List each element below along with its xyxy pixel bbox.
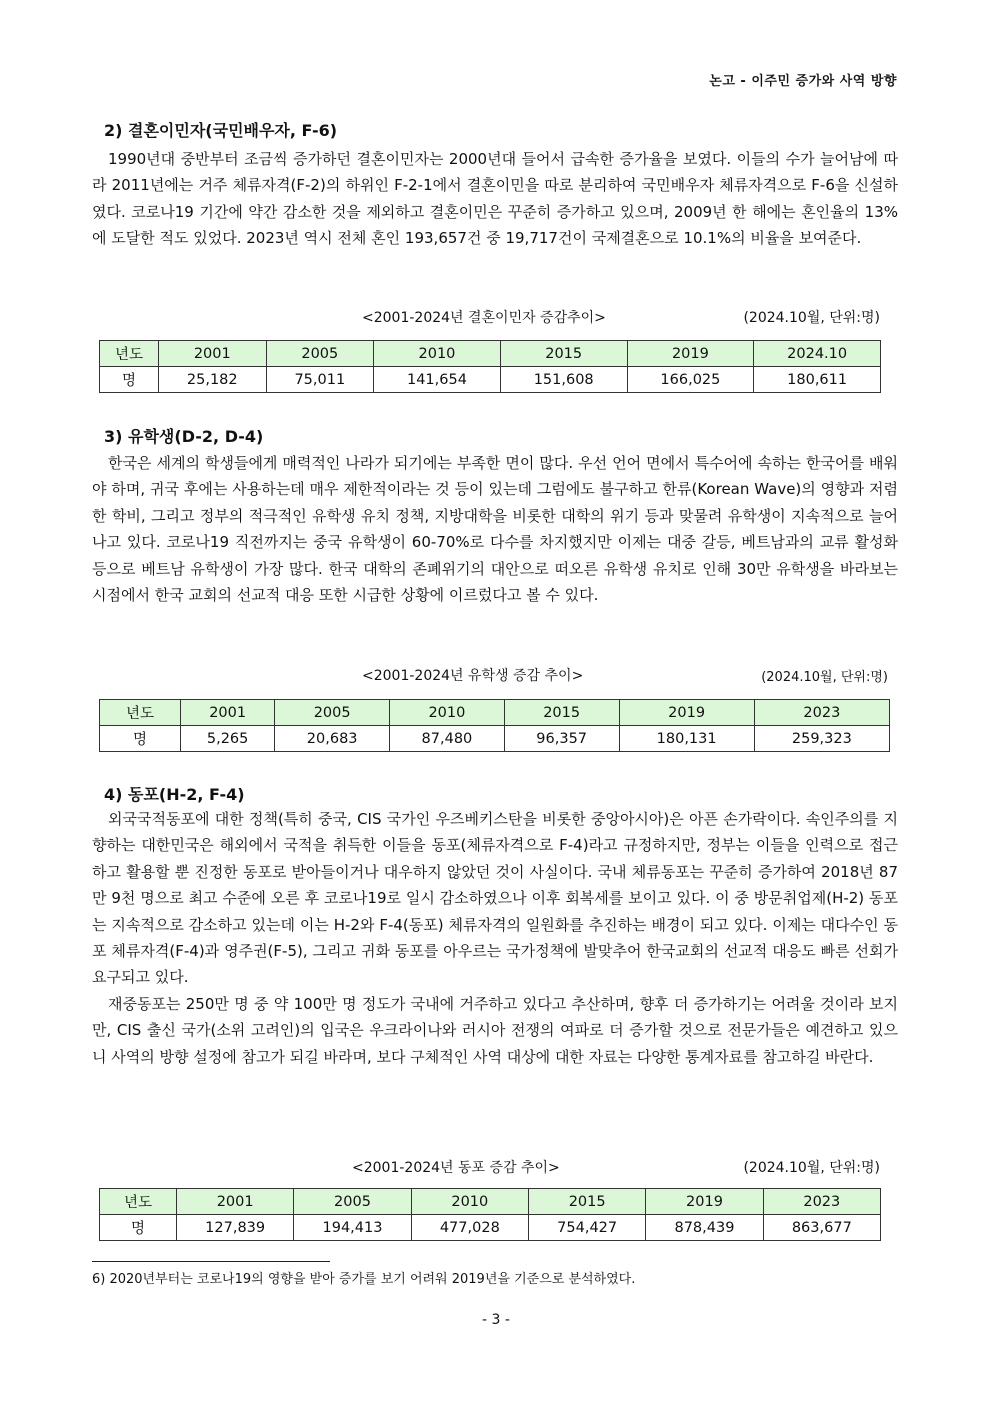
table-cell: 96,357 (504, 726, 619, 752)
table-cell: 2001 (177, 1189, 294, 1215)
table-cell: 2024.10 (754, 341, 881, 367)
paragraph: 1990년대 중반부터 조금씩 증가하던 결혼이민자는 2000년대 들어서 급속한 증가율을 보였다. 이들의 수가 늘어남에 따라 2011년에는 거주 체류자격(F-2)의 하위인 F-2-1에서 결혼이민을 따로 분리하여 국민배우자 체류자격으로 F-6을 신설하였다. 코로나19 기간에 약간 감소한 것을 제외하고 결혼이민은 꾸준히 증가하고 있으며, 2009년 한 해에는 혼인율의 13%에 도달한 적도 있었다. 2023년 역시 전체 혼인 193,657건 중 19,717건이 국제결혼으로 10.1%의 비율을 보여준다. (92, 150, 898, 248)
table-cell: 년도 (100, 700, 181, 726)
table-row (100, 367, 881, 393)
table-cell: 2019 (627, 341, 754, 367)
table-marriage-migrants (99, 340, 881, 393)
footnote-divider (92, 1261, 330, 1262)
section-title-compatriots: 4) 동포(H-2, F-4) (104, 785, 245, 804)
table-cell: 2015 (500, 341, 627, 367)
table-cell: 87,480 (390, 726, 505, 752)
table-header-row (100, 700, 890, 726)
table-cell: 259,323 (754, 726, 889, 752)
table-header-row (100, 341, 881, 367)
table-cell: 141,654 (374, 367, 501, 393)
running-header: 논고 - 이주민 증가와 사역 방향 (709, 74, 897, 89)
table-cell: 2005 (294, 1189, 411, 1215)
footnote: 6) 2020년부터는 코로나19의 영향을 받아 증가를 보기 어려워 2019년을 기준으로 분석하였다. (92, 1272, 636, 1287)
table-unit: (2024.10월, 단위:명) (743, 310, 880, 326)
paragraph: 한국은 세계의 학생들에게 매력적인 나라가 되기에는 부족한 면이 많다. 우선 언어 면에서 특수어에 속하는 한국어를 배워야 하며, 귀국 후에는 사용하는데 매우 제한적이라는 것 등이 있는데 그럼에도 불구하고 한류(Korean Wave)의 영향과 저렴한 학비, 그리고 정부의 적극적인 유학생 유치 정책, 지방대학을 비롯한 대학의 위기 등과 맞물려 유학생이 지속적으로 늘어나고 있다. 코로나19 직전까지는 중국 유학생이 60-70%로 다수를 차지했지만 이제는 대중 갈등, 베트남과의 교류 활성화 등으로 베트남 유학생이 가장 많다. 한국 대학의 존폐위기의 대안으로 떠오른 유학생 유치로 인해 30만 유학생을 바라보는 시점에서 한국 교회의 선교적 대응 또한 시급한 상황에 이르렀다고 볼 수 있다. (92, 454, 898, 605)
table-cell: 명 (100, 367, 159, 393)
paragraph: 외국국적동포에 대한 정책(특히 중국, CIS 국가인 우즈베키스탄을 비롯한 중앙아시아)은 아픈 손가락이다. 속인주의를 지향하는 대한민국은 해외에서 국적을 취득한 이들을 동포(체류자격으로 F-4)라고 규정하지만, 정부는 이들을 인력으로 접근하고 활용할 뿐 진정한 동포로 받아들이거나 대우하지 않았던 것이 사실이다. 국내 체류동포는 꾸준히 증가하여 2018년 87만 9천 명으로 최고 수준에 오른 후 코로나19로 일시 감소하였으나 이후 회복세를 보이고 있다. 이 중 방문취업제(H-2) 동포는 지속적으로 감소하고 있는데 이는 H-2와 F-4(동포) 체류자격의 일원화를 추진하는 배경이 되고 있다. 이제는 대다수인 동포 체류자격(F-4)과 영주권(F-5), 그리고 귀화 동포를 아우르는 국가정책에 발맞추어 한국교회의 선교적 대응도 빠른 선회가 요구되고 있다. (92, 810, 898, 987)
table-cell: 25,182 (159, 367, 267, 393)
table-cell: 477,028 (411, 1215, 528, 1241)
table-cell: 180,131 (619, 726, 754, 752)
table-cell: 127,839 (177, 1215, 294, 1241)
table-unit: (2024.10월, 단위:명) (743, 1160, 880, 1176)
table-cell: 명 (100, 726, 181, 752)
table-cell: 194,413 (294, 1215, 411, 1241)
table-caption: <2001-2024년 결혼이민자 증감추이> (362, 310, 606, 326)
table-cell: 20,683 (275, 726, 390, 752)
table-cell: 2010 (390, 700, 505, 726)
table-cell: 2019 (646, 1189, 763, 1215)
table-cell: 180,611 (754, 367, 881, 393)
table-cell: 2015 (504, 700, 619, 726)
page-number: - 3 - (482, 1312, 510, 1328)
table-cell: 2015 (528, 1189, 645, 1215)
table-row (100, 1215, 881, 1241)
table-cell: 명 (100, 1215, 177, 1241)
table-unit: (2024.10월, 단위:명) (761, 670, 888, 685)
table-cell: 5,265 (181, 726, 275, 752)
table-cell: 2023 (754, 700, 889, 726)
table-row (100, 726, 890, 752)
table-compatriots (99, 1188, 881, 1241)
paragraph: 재중동포는 250만 명 중 약 100만 명 정도가 국내에 거주하고 있다고 추산하며, 향후 더 증가하기는 어려울 것이라 보지만, CIS 출신 국가(소위 고려인)의 입국은 우크라이나와 러시아 전쟁의 여파로 더 증가할 것으로 전문가들은 예견하고 있으니 사역의 방향 설정에 참고가 되길 바라며, 보다 구체적인 사역 대상에 대한 자료는 다양한 통계자료를 참고하길 바란다. (92, 994, 898, 1066)
table-cell: 2005 (266, 341, 374, 367)
table-cell: 2001 (181, 700, 275, 726)
table-cell: 151,608 (500, 367, 627, 393)
table-cell: 2001 (159, 341, 267, 367)
table-cell: 863,677 (763, 1215, 880, 1241)
table-students (99, 699, 890, 752)
table-caption: <2001-2024년 동포 증감 추이> (352, 1160, 560, 1176)
table-cell: 878,439 (646, 1215, 763, 1241)
table-cell: 2023 (763, 1189, 880, 1215)
section-body-students (92, 450, 898, 608)
table-cell: 754,427 (528, 1215, 645, 1241)
table-cell: 년도 (100, 341, 159, 367)
table-cell: 75,011 (266, 367, 374, 393)
section-body-marriage-migrants (92, 146, 898, 252)
table-cell: 년도 (100, 1189, 177, 1215)
table-caption: <2001-2024년 유학생 증감 추이> (362, 668, 584, 684)
table-cell: 2010 (411, 1189, 528, 1215)
table-cell: 2010 (374, 341, 501, 367)
table-header-row (100, 1189, 881, 1215)
table-cell: 2019 (619, 700, 754, 726)
table-cell: 2005 (275, 700, 390, 726)
table-cell: 166,025 (627, 367, 754, 393)
section-title-marriage-migrants: 2) 결혼이민자(국민배우자, F-6) (104, 121, 338, 140)
section-body-compatriots (92, 806, 898, 1070)
section-title-students: 3) 유학생(D-2, D-4) (104, 427, 264, 446)
